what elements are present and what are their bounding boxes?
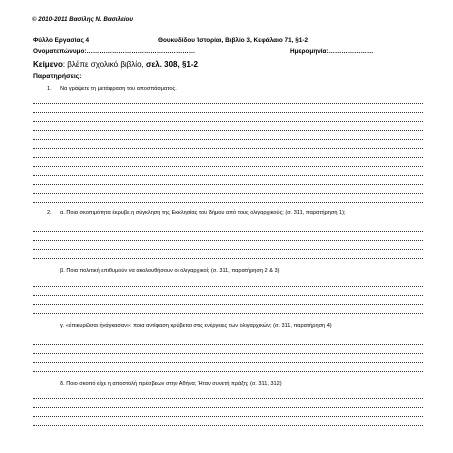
answer-line — [33, 362, 423, 363]
answer-line — [33, 157, 423, 158]
answer-line — [33, 353, 423, 354]
text-reference-pages: σελ. 308, §1-2 — [145, 60, 198, 69]
answer-line — [33, 202, 423, 203]
answer-line — [33, 249, 423, 250]
date-field-label: Ημερομηνία:………………… — [290, 48, 374, 55]
answer-line — [33, 371, 423, 372]
question-number: 2. — [47, 210, 52, 216]
question-2d: δ. Ποιο σκοπό είχε η αποστολή πρέσβεων στην Αθήνα; Ήταν συνετή πράξη; (σ. 311, 312) — [60, 381, 282, 387]
answer-line — [33, 240, 423, 241]
answer-line — [33, 425, 423, 426]
answer-line — [33, 193, 423, 194]
answer-line — [33, 258, 423, 259]
answer-line — [33, 112, 423, 113]
answer-line — [33, 166, 423, 167]
answer-line — [33, 175, 423, 176]
source-reference: Θουκυδίδου Ἱστορίαι, Βιβλίο 3, Κεφάλαιο 71, §1-2 — [158, 37, 308, 44]
question-text: α. Ποια σκοπιμότητα έκρυβε η σύγκληση της Εκκλησίας του δήμου από τους ολιγαρχικούς; (σ. 311, παρατήρηση 1); — [60, 210, 346, 216]
name-field-label: Ονοματεπώνυμο:…………………………………………… — [33, 48, 196, 55]
question-2b: β. Ποια πολιτική επιθυμούν να ακολουθήσουν οι ολιγαρχικοί; (σ. 311, παρατήρηση 2 & 3) — [60, 268, 280, 274]
answer-line — [33, 103, 423, 104]
answer-line — [33, 416, 423, 417]
answer-line — [33, 286, 423, 287]
answer-line — [33, 130, 423, 131]
text-reference-label: Κείμενο — [33, 60, 63, 69]
copyright-notice: © 2010-2011 Βασίλης Ν. Βασιλείου — [32, 16, 134, 23]
answer-line — [33, 304, 423, 305]
answer-line — [33, 139, 423, 140]
answer-line — [33, 295, 423, 296]
answer-line — [33, 121, 423, 122]
answer-line — [33, 184, 423, 185]
question-number: 1. — [47, 86, 52, 92]
answer-line — [33, 344, 423, 345]
answer-line — [33, 148, 423, 149]
remarks-label: Παρατηρήσεις: — [33, 73, 82, 80]
answer-line — [33, 231, 423, 232]
question-2c: γ. «ἐπικυρῶσαι ἠνάγκασαν»: ποια αντίφαση κρύβεται στις ενέργειες των ολιγαρχικών; (σ. 311, παρατήρηση 4) — [60, 323, 332, 329]
answer-line — [33, 398, 423, 399]
answer-line — [33, 407, 423, 408]
answer-line — [33, 313, 423, 314]
text-reference-middle: : βλέπε σχολικό βιβλίο, — [62, 60, 146, 69]
question-2a — [47, 210, 387, 217]
worksheet-title: Φύλλο Εργασίας 4 — [33, 37, 90, 44]
text-reference — [33, 60, 198, 69]
question-text: Να γράψετε τη μετάφραση του αποσπάσματος. — [60, 86, 177, 92]
